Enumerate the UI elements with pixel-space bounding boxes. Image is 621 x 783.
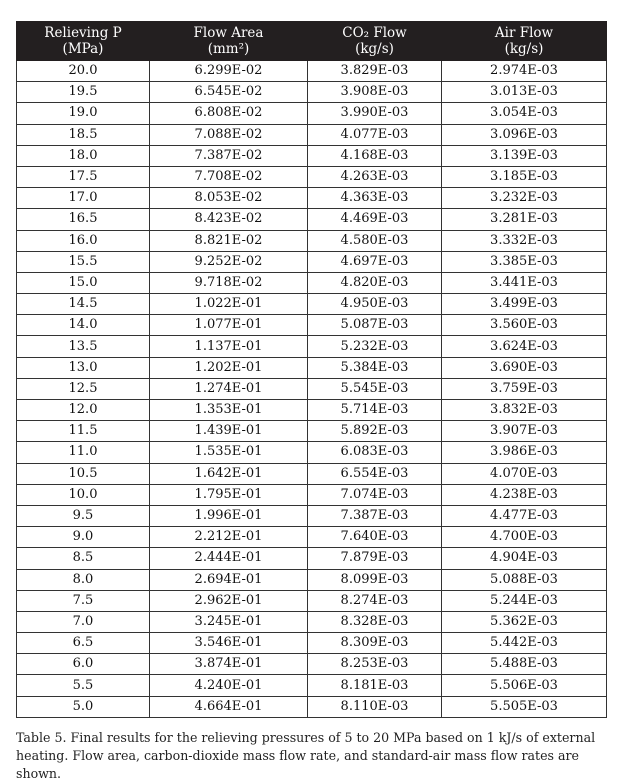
cell-relieving-pressure: 6.0 — [17, 654, 150, 675]
cell-co2-flow: 6.554E-03 — [308, 463, 442, 484]
table-row — [17, 548, 607, 569]
cell-air-flow: 3.832E-03 — [442, 400, 607, 421]
cell-flow-area: 1.642E-01 — [150, 463, 308, 484]
cell-co2-flow: 4.469E-03 — [308, 209, 442, 230]
table-row — [17, 124, 607, 145]
cell-co2-flow: 8.110E-03 — [308, 696, 442, 717]
cell-flow-area: 1.535E-01 — [150, 442, 308, 463]
header-line2: (kg/s) — [504, 41, 544, 57]
cell-flow-area: 3.245E-01 — [150, 611, 308, 632]
cell-air-flow: 3.096E-03 — [442, 124, 607, 145]
cell-air-flow: 3.332E-03 — [442, 230, 607, 251]
cell-flow-area: 2.444E-01 — [150, 548, 308, 569]
cell-relieving-pressure: 10.5 — [17, 463, 150, 484]
cell-flow-area: 6.545E-02 — [150, 82, 308, 103]
cell-relieving-pressure: 16.5 — [17, 209, 150, 230]
cell-air-flow: 3.013E-03 — [442, 82, 607, 103]
cell-co2-flow: 5.545E-03 — [308, 378, 442, 399]
table-row — [17, 442, 607, 463]
cell-air-flow: 5.505E-03 — [442, 696, 607, 717]
cell-flow-area: 1.202E-01 — [150, 357, 308, 378]
cell-flow-area: 6.299E-02 — [150, 61, 308, 82]
cell-relieving-pressure: 19.0 — [17, 103, 150, 124]
cell-flow-area: 9.718E-02 — [150, 272, 308, 293]
cell-co2-flow: 8.274E-03 — [308, 590, 442, 611]
cell-relieving-pressure: 15.5 — [17, 251, 150, 272]
table-row — [17, 103, 607, 124]
cell-co2-flow: 4.263E-03 — [308, 166, 442, 187]
cell-relieving-pressure: 12.0 — [17, 400, 150, 421]
cell-relieving-pressure: 18.0 — [17, 145, 150, 166]
cell-flow-area: 6.808E-02 — [150, 103, 308, 124]
table-row — [17, 463, 607, 484]
header-flow-area — [150, 21, 308, 61]
header-line1: Air Flow — [494, 25, 554, 41]
cell-air-flow: 4.238E-03 — [442, 484, 607, 505]
cell-relieving-pressure: 12.5 — [17, 378, 150, 399]
cell-co2-flow: 5.384E-03 — [308, 357, 442, 378]
cell-relieving-pressure: 7.0 — [17, 611, 150, 632]
cell-flow-area: 4.240E-01 — [150, 675, 308, 696]
cell-co2-flow: 7.387E-03 — [308, 505, 442, 526]
cell-flow-area: 1.996E-01 — [150, 505, 308, 526]
table-row — [17, 188, 607, 209]
header-relieving-pressure — [17, 21, 150, 61]
cell-co2-flow: 5.087E-03 — [308, 315, 442, 336]
cell-flow-area: 2.694E-01 — [150, 569, 308, 590]
cell-co2-flow: 8.253E-03 — [308, 654, 442, 675]
header-row — [17, 21, 607, 61]
cell-air-flow: 5.362E-03 — [442, 611, 607, 632]
cell-co2-flow: 4.820E-03 — [308, 272, 442, 293]
cell-flow-area: 3.546E-01 — [150, 633, 308, 654]
cell-relieving-pressure: 13.0 — [17, 357, 150, 378]
cell-relieving-pressure: 11.0 — [17, 442, 150, 463]
table-row — [17, 272, 607, 293]
cell-relieving-pressure: 14.5 — [17, 294, 150, 315]
cell-flow-area: 4.664E-01 — [150, 696, 308, 717]
table-row — [17, 145, 607, 166]
cell-flow-area: 2.962E-01 — [150, 590, 308, 611]
cell-co2-flow: 3.908E-03 — [308, 82, 442, 103]
cell-flow-area: 3.874E-01 — [150, 654, 308, 675]
cell-air-flow: 3.690E-03 — [442, 357, 607, 378]
cell-relieving-pressure: 17.0 — [17, 188, 150, 209]
cell-co2-flow: 7.879E-03 — [308, 548, 442, 569]
cell-flow-area: 8.053E-02 — [150, 188, 308, 209]
cell-co2-flow: 7.074E-03 — [308, 484, 442, 505]
cell-relieving-pressure: 5.5 — [17, 675, 150, 696]
cell-flow-area: 7.708E-02 — [150, 166, 308, 187]
cell-relieving-pressure: 11.5 — [17, 421, 150, 442]
cell-air-flow: 3.054E-03 — [442, 103, 607, 124]
cell-co2-flow: 3.829E-03 — [308, 61, 442, 82]
table-row — [17, 357, 607, 378]
table-row — [17, 633, 607, 654]
cell-air-flow: 4.904E-03 — [442, 548, 607, 569]
cell-air-flow: 3.759E-03 — [442, 378, 607, 399]
table-row — [17, 527, 607, 548]
cell-flow-area: 8.821E-02 — [150, 230, 308, 251]
cell-air-flow: 3.907E-03 — [442, 421, 607, 442]
cell-air-flow: 5.244E-03 — [442, 590, 607, 611]
header-line1: Relieving P — [44, 25, 122, 41]
cell-air-flow: 2.974E-03 — [442, 61, 607, 82]
cell-co2-flow: 8.328E-03 — [308, 611, 442, 632]
cell-relieving-pressure: 8.5 — [17, 548, 150, 569]
table-row — [17, 230, 607, 251]
cell-relieving-pressure: 15.0 — [17, 272, 150, 293]
cell-air-flow: 3.499E-03 — [442, 294, 607, 315]
cell-flow-area: 2.212E-01 — [150, 527, 308, 548]
table-row — [17, 294, 607, 315]
table-row — [17, 569, 607, 590]
cell-co2-flow: 5.714E-03 — [308, 400, 442, 421]
header-air-flow — [442, 21, 607, 61]
header-line2: (mm²) — [207, 41, 250, 57]
cell-co2-flow: 4.697E-03 — [308, 251, 442, 272]
header-co2-flow — [308, 21, 442, 61]
table-row — [17, 336, 607, 357]
cell-co2-flow: 7.640E-03 — [308, 527, 442, 548]
cell-air-flow: 4.477E-03 — [442, 505, 607, 526]
cell-flow-area: 1.439E-01 — [150, 421, 308, 442]
cell-air-flow: 5.488E-03 — [442, 654, 607, 675]
table-body — [17, 61, 607, 717]
cell-relieving-pressure: 8.0 — [17, 569, 150, 590]
header-line1: Flow Area — [193, 25, 264, 41]
table-row — [17, 421, 607, 442]
table-row — [17, 315, 607, 336]
cell-relieving-pressure: 7.5 — [17, 590, 150, 611]
cell-co2-flow: 4.077E-03 — [308, 124, 442, 145]
cell-relieving-pressure: 9.5 — [17, 505, 150, 526]
table-row — [17, 209, 607, 230]
cell-air-flow: 3.986E-03 — [442, 442, 607, 463]
table-row — [17, 590, 607, 611]
cell-flow-area: 1.795E-01 — [150, 484, 308, 505]
cell-flow-area: 7.088E-02 — [150, 124, 308, 145]
cell-air-flow: 3.560E-03 — [442, 315, 607, 336]
cell-co2-flow: 5.892E-03 — [308, 421, 442, 442]
cell-flow-area: 1.022E-01 — [150, 294, 308, 315]
cell-co2-flow: 5.232E-03 — [308, 336, 442, 357]
results-table — [16, 21, 607, 718]
cell-relieving-pressure: 14.0 — [17, 315, 150, 336]
cell-flow-area: 8.423E-02 — [150, 209, 308, 230]
table-row — [17, 654, 607, 675]
header-line1: CO₂ Flow — [342, 25, 407, 41]
cell-relieving-pressure: 18.5 — [17, 124, 150, 145]
cell-relieving-pressure: 16.0 — [17, 230, 150, 251]
table-row — [17, 611, 607, 632]
cell-co2-flow: 8.099E-03 — [308, 569, 442, 590]
cell-co2-flow: 3.990E-03 — [308, 103, 442, 124]
table-row — [17, 696, 607, 717]
cell-flow-area: 9.252E-02 — [150, 251, 308, 272]
cell-relieving-pressure: 5.0 — [17, 696, 150, 717]
cell-flow-area: 1.077E-01 — [150, 315, 308, 336]
table-row — [17, 505, 607, 526]
cell-air-flow: 3.385E-03 — [442, 251, 607, 272]
cell-co2-flow: 6.083E-03 — [308, 442, 442, 463]
cell-air-flow: 5.442E-03 — [442, 633, 607, 654]
table-caption: Table 5. Final results for the relieving pressures of 5 to 20 MPa based on 1 kJ/s of external heating. Flow area, carbon-dioxide mass flow rate, and standard-air mass flow rates are shown. — [16, 730, 596, 781]
cell-relieving-pressure: 9.0 — [17, 527, 150, 548]
cell-relieving-pressure: 19.5 — [17, 82, 150, 103]
table-row — [17, 400, 607, 421]
cell-flow-area: 1.274E-01 — [150, 378, 308, 399]
cell-air-flow: 4.070E-03 — [442, 463, 607, 484]
cell-air-flow: 4.700E-03 — [442, 527, 607, 548]
table-row — [17, 378, 607, 399]
cell-co2-flow: 8.181E-03 — [308, 675, 442, 696]
cell-air-flow: 3.185E-03 — [442, 166, 607, 187]
cell-air-flow: 3.139E-03 — [442, 145, 607, 166]
table-row — [17, 675, 607, 696]
cell-co2-flow: 4.168E-03 — [308, 145, 442, 166]
cell-air-flow: 3.624E-03 — [442, 336, 607, 357]
cell-co2-flow: 8.309E-03 — [308, 633, 442, 654]
cell-air-flow: 3.281E-03 — [442, 209, 607, 230]
table-row — [17, 484, 607, 505]
cell-air-flow: 5.088E-03 — [442, 569, 607, 590]
table-row — [17, 251, 607, 272]
table-row — [17, 82, 607, 103]
cell-air-flow: 5.506E-03 — [442, 675, 607, 696]
cell-flow-area: 7.387E-02 — [150, 145, 308, 166]
table-header — [17, 21, 607, 61]
cell-relieving-pressure: 20.0 — [17, 61, 150, 82]
header-line2: (MPa) — [62, 41, 104, 57]
header-line2: (kg/s) — [355, 41, 394, 57]
table-row — [17, 61, 607, 82]
cell-co2-flow: 4.580E-03 — [308, 230, 442, 251]
cell-relieving-pressure: 10.0 — [17, 484, 150, 505]
results-table-container — [16, 21, 606, 718]
cell-relieving-pressure: 17.5 — [17, 166, 150, 187]
cell-air-flow: 3.232E-03 — [442, 188, 607, 209]
cell-flow-area: 1.137E-01 — [150, 336, 308, 357]
cell-co2-flow: 4.950E-03 — [308, 294, 442, 315]
cell-co2-flow: 4.363E-03 — [308, 188, 442, 209]
cell-flow-area: 1.353E-01 — [150, 400, 308, 421]
cell-relieving-pressure: 6.5 — [17, 633, 150, 654]
table-row — [17, 166, 607, 187]
cell-relieving-pressure: 13.5 — [17, 336, 150, 357]
cell-air-flow: 3.441E-03 — [442, 272, 607, 293]
